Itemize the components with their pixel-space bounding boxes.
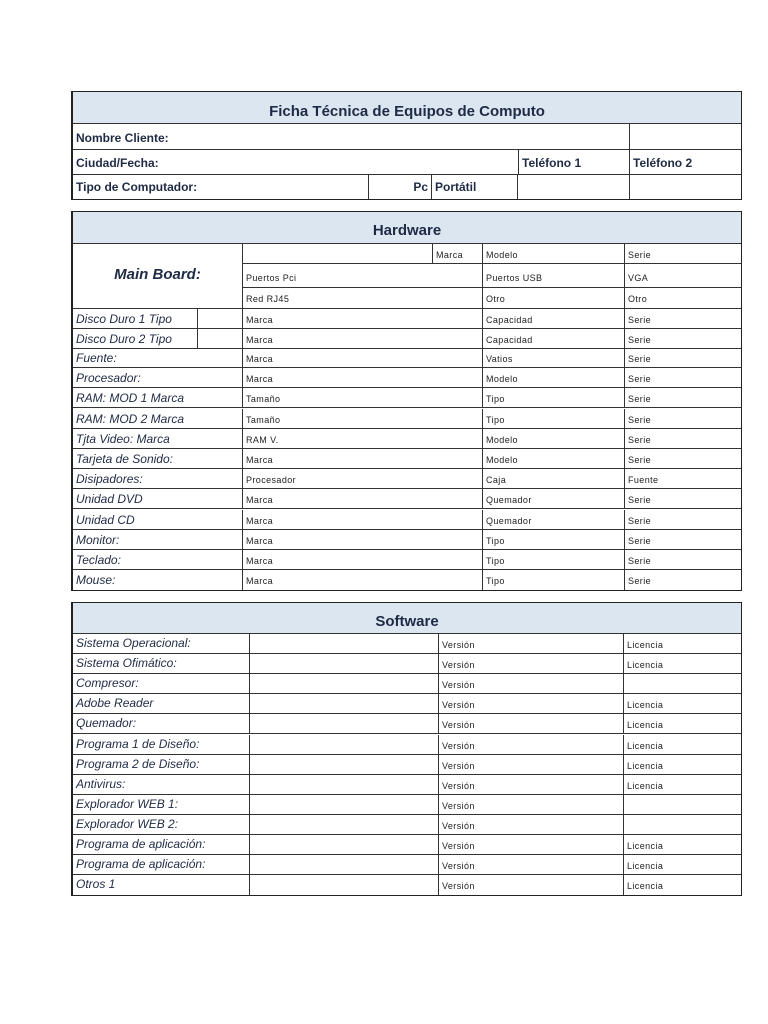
hardware-row-c3: Serie — [625, 368, 741, 388]
hardware-table — [71, 211, 742, 591]
software-licencia-label: Licencia — [624, 775, 741, 795]
main-board-modelo-label: Modelo — [483, 244, 625, 264]
hardware-row-label: RAM: MOD 1 Marca — [73, 388, 243, 408]
hardware-row-c3: Serie — [625, 530, 741, 550]
software-licencia-label: Licencia — [624, 855, 741, 875]
software-licencia-label — [624, 795, 741, 815]
software-licencia-label: Licencia — [624, 654, 741, 674]
hardware-row-c2: Tipo — [483, 388, 625, 408]
software-version-label: Versión — [439, 674, 624, 694]
hardware-row-label: Fuente: — [73, 348, 243, 368]
main-board-marca-field[interactable] — [243, 244, 433, 264]
software-row-label: Programa de aplicación: — [73, 835, 250, 855]
disk-label: Disco Duro 2 Tipo — [73, 329, 198, 349]
software-version-label: Versión — [439, 855, 624, 875]
hardware-row-label: RAM: MOD 2 Marca — [73, 409, 243, 429]
tipo-computador-label: Tipo de Computador: — [73, 175, 369, 199]
hardware-row-c2: Quemador — [483, 489, 625, 509]
hardware-row-c1: Marca — [243, 348, 483, 368]
software-row-label: Sistema Ofimático: — [73, 654, 250, 674]
telefono-1-label: Teléfono 1 — [518, 150, 630, 175]
nombre-cliente-label: Nombre Cliente: — [73, 124, 630, 150]
main-board-marca-label: Marca — [433, 244, 483, 264]
hardware-row-c1: Procesador — [243, 469, 483, 489]
software-name-field[interactable] — [250, 855, 439, 875]
nombre-cliente-field[interactable] — [630, 124, 741, 150]
software-name-field[interactable] — [250, 654, 439, 674]
otro-label: Otro — [483, 288, 625, 309]
software-header: Software — [73, 603, 741, 634]
hardware-row-c3: Serie — [625, 409, 741, 429]
hardware-row-c3: Serie — [625, 348, 741, 368]
software-row-label: Otros 1 — [73, 875, 250, 895]
software-name-field[interactable] — [250, 634, 439, 654]
hardware-row-c2: Tipo — [483, 409, 625, 429]
hardware-row-label: Mouse: — [73, 570, 243, 590]
software-row-label: Explorador WEB 2: — [73, 815, 250, 835]
software-version-label: Versión — [439, 795, 624, 815]
hardware-row-c2: Vatios — [483, 348, 625, 368]
hardware-row-c3: Serie — [625, 550, 741, 570]
puertos-usb-label: Puertos USB — [483, 264, 625, 288]
disk-marca-label: Marca — [243, 329, 483, 349]
hardware-row-c3: Serie — [625, 510, 741, 530]
hardware-row-c1: Marca — [243, 368, 483, 388]
software-row-label: Compresor: — [73, 674, 250, 694]
hardware-row-c2: Quemador — [483, 510, 625, 530]
disk-serie-label: Serie — [625, 309, 741, 329]
software-name-field[interactable] — [250, 875, 439, 895]
hardware-row-c2: Modelo — [483, 449, 625, 469]
software-version-label: Versión — [439, 775, 624, 795]
software-name-field[interactable] — [250, 835, 439, 855]
disk-serie-label: Serie — [625, 329, 741, 349]
ficha-header-table — [71, 91, 742, 200]
software-licencia-label: Licencia — [624, 714, 741, 734]
software-licencia-label: Licencia — [624, 694, 741, 714]
software-name-field[interactable] — [250, 674, 439, 694]
portatil-label[interactable]: Portátil — [432, 175, 518, 199]
otro-label-2: Otro — [625, 288, 741, 309]
software-name-field[interactable] — [250, 815, 439, 835]
software-row-label: Antivirus: — [73, 775, 250, 795]
hardware-row-label: Tarjeta de Sonido: — [73, 449, 243, 469]
software-version-label: Versión — [439, 815, 624, 835]
puertos-pci-label: Puertos Pci — [243, 264, 483, 288]
hardware-row-c1: Tamaño — [243, 388, 483, 408]
hardware-row-label: Monitor: — [73, 530, 243, 550]
hardware-row-c1: Marca — [243, 510, 483, 530]
software-name-field[interactable] — [250, 795, 439, 815]
software-version-label: Versión — [439, 634, 624, 654]
software-name-field[interactable] — [250, 694, 439, 714]
software-licencia-label: Licencia — [624, 755, 741, 775]
hardware-row-label: Unidad CD — [73, 510, 243, 530]
software-row-label: Programa de aplicación: — [73, 855, 250, 875]
ciudad-fecha-field[interactable] — [432, 150, 518, 175]
hardware-row-c1: Tamaño — [243, 409, 483, 429]
software-row-label: Programa 1 de Diseño: — [73, 735, 250, 755]
hardware-row-c2: Caja — [483, 469, 625, 489]
software-licencia-label: Licencia — [624, 835, 741, 855]
software-row-label: Adobe Reader — [73, 694, 250, 714]
red-rj45-label: Red RJ45 — [243, 288, 483, 309]
hardware-row-c1: Marca — [243, 530, 483, 550]
hardware-row-c1: RAM V. — [243, 429, 483, 449]
software-licencia-label — [624, 815, 741, 835]
software-name-field[interactable] — [250, 775, 439, 795]
hardware-row-c3: Fuente — [625, 469, 741, 489]
disk-capacidad-label: Capacidad — [483, 329, 625, 349]
telefono-1-field[interactable] — [518, 175, 630, 199]
hardware-row-label: Procesador: — [73, 368, 243, 388]
hardware-row-c2: Tipo — [483, 550, 625, 570]
software-version-label: Versión — [439, 735, 624, 755]
hardware-row-c2: Modelo — [483, 368, 625, 388]
software-version-label: Versión — [439, 694, 624, 714]
hardware-row-c1: Marca — [243, 449, 483, 469]
hardware-row-c2: Modelo — [483, 429, 625, 449]
hardware-row-label: Disipadores: — [73, 469, 243, 489]
hardware-row-c3: Serie — [625, 429, 741, 449]
main-board-serie-label: Serie — [625, 244, 741, 264]
hardware-row-c3: Serie — [625, 449, 741, 469]
software-row-label: Explorador WEB 1: — [73, 795, 250, 815]
software-version-label: Versión — [439, 654, 624, 674]
software-licencia-label: Licencia — [624, 735, 741, 755]
hardware-row-c2: Tipo — [483, 530, 625, 550]
hardware-row-c1: Marca — [243, 570, 483, 590]
vga-label: VGA — [625, 264, 741, 288]
hardware-row-c3: Serie — [625, 388, 741, 408]
disk-tipo-field[interactable] — [198, 309, 243, 329]
hardware-row-c1: Marca — [243, 489, 483, 509]
ciudad-fecha-label: Ciudad/Fecha: — [73, 150, 518, 175]
disk-tipo-field[interactable] — [198, 329, 243, 349]
main-board-label: Main Board: — [73, 244, 243, 309]
software-row-label: Sistema Operacional: — [73, 634, 250, 654]
software-licencia-label: Licencia — [627, 881, 664, 892]
software-table — [71, 602, 742, 896]
hardware-header: Hardware — [73, 212, 741, 244]
software-name-field[interactable] — [250, 755, 439, 775]
software-row-label: Programa 2 de Diseño: — [73, 755, 250, 775]
hardware-row-c3: Serie — [628, 576, 652, 587]
hardware-row-label: Tjta Video: Marca — [73, 429, 243, 449]
telefono-2-field[interactable] — [630, 175, 741, 199]
disk-capacidad-label: Capacidad — [483, 309, 625, 329]
software-version-label: Versión — [439, 755, 624, 775]
software-licencia-label — [624, 674, 741, 694]
hardware-row-c1: Marca — [243, 550, 483, 570]
hardware-row-c2: Tipo — [483, 570, 625, 590]
software-version-label: Versión — [439, 714, 624, 734]
pc-label[interactable]: Pc — [369, 175, 432, 199]
hardware-row-label: Teclado: — [73, 550, 243, 570]
software-name-field[interactable] — [250, 735, 439, 755]
telefono-2-label: Teléfono 2 — [630, 150, 741, 175]
disk-label: Disco Duro 1 Tipo — [73, 309, 198, 329]
hardware-row-c3: Serie — [625, 489, 741, 509]
hardware-row-label: Unidad DVD — [73, 489, 243, 509]
software-licencia-label: Licencia — [624, 634, 741, 654]
software-row-label: Quemador: — [73, 714, 250, 734]
software-version-label: Versión — [439, 835, 624, 855]
disk-marca-label: Marca — [243, 309, 483, 329]
page-title: Ficha Técnica de Equipos de Computo — [73, 92, 741, 124]
software-version-label: Versión — [439, 875, 624, 895]
software-name-field[interactable] — [250, 714, 439, 734]
